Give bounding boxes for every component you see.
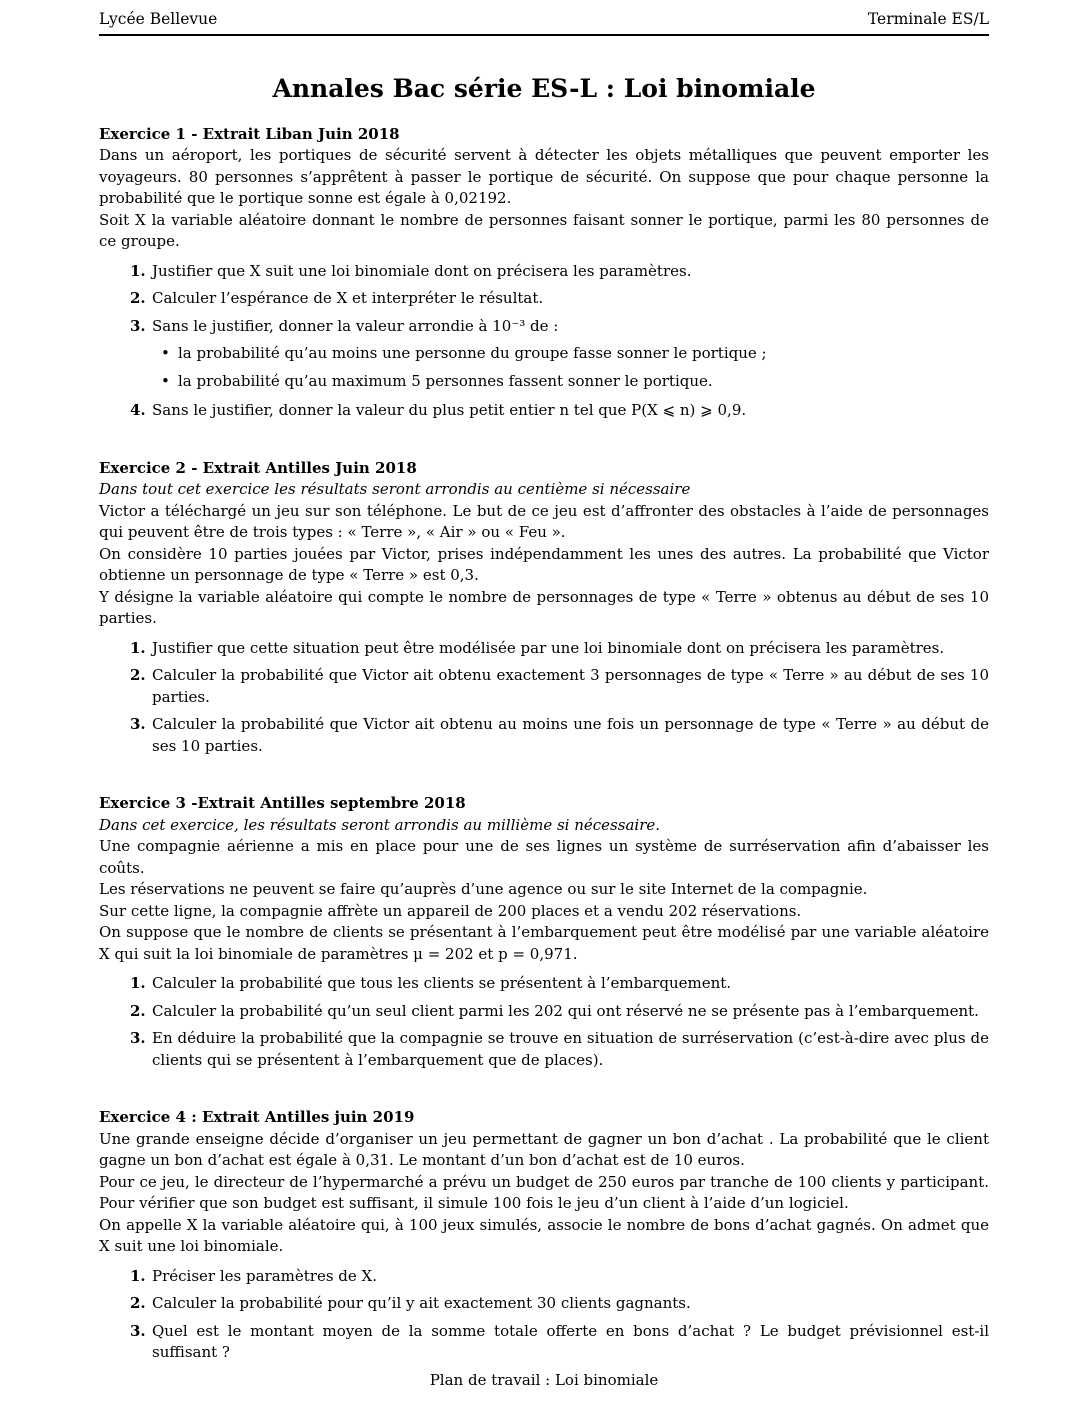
- exercise-2-question-list: [130, 638, 989, 758]
- item-text: Calculer la probabilité qu’un seul client parmi les 202 qui ont réservé ne se présente pas à l’embarquement.: [152, 1001, 979, 1020]
- bullet-item: [161, 371, 989, 393]
- item-text: Préciser les paramètres de X.: [152, 1266, 377, 1285]
- paragraph: On considère 10 parties jouées par Victor, prises indépendamment les unes des autres. La probabilité que Victor obtienne un personnage de type « Terre » est 0,3.: [99, 544, 989, 584]
- exercise-3-heading: Exercice 3 -Extrait Antilles septembre 2018: [99, 794, 466, 812]
- paragraph: On appelle X la variable aléatoire qui, à 100 jeux simulés, associe le nombre de bons d’achat gagnés. On admet que X suit une loi binomiale.: [99, 1215, 989, 1255]
- rounding-note: Dans cet exercice, les résultats seront arrondis au millième si nécessaire.: [99, 815, 661, 834]
- exercise-2-heading: Exercice 2 - Extrait Antilles Juin 2018: [99, 458, 417, 477]
- item-text: Justifier que X suit une loi binomiale dont on précisera les paramètres.: [152, 261, 692, 280]
- list-item: [130, 714, 989, 757]
- list-item: [130, 1001, 989, 1023]
- item-text: Calculer la probabilité pour qu’il y ait exactement 30 clients gagnants.: [152, 1294, 691, 1312]
- header-school-name: Lycée Bellevue: [99, 10, 218, 28]
- item-text: Calculer l’espérance de X et interpréter le résultat.: [152, 289, 544, 307]
- list-item: [130, 1293, 989, 1315]
- exercise-2: [99, 458, 989, 758]
- bullet-item: [161, 343, 989, 365]
- bullet-list: [161, 343, 989, 392]
- exercise-4-heading: Exercice 4 : Extrait Antilles juin 2019: [99, 1108, 415, 1126]
- paragraph: Les réservations ne peuvent se faire qu’auprès d’une agence ou sur le site Internet de la compagnie.: [99, 880, 868, 898]
- paragraph: Une grande enseigne décide d’organiser un jeu permettant de gagner un bon d’achat . La probabilité que le client gagne un bon d’achat est égale à 0,31. Le montant d’un bon d’achat est de 10 euros.: [99, 1129, 989, 1169]
- list-item: [130, 288, 989, 310]
- header-class-level: Terminale ES/L: [867, 10, 989, 28]
- paragraph: Sur cette ligne, la compagnie affrète un appareil de 200 places et a vendu 202 réservations.: [99, 901, 802, 920]
- item-text: Quel est le montant moyen de la somme totale offerte en bons d’achat ? Le budget prévisionnel est-il suffisant ?: [152, 1321, 989, 1361]
- list-item: [130, 1028, 989, 1071]
- item-number: 1.: [130, 638, 146, 657]
- exercise-1-heading: Exercice 1 - Extrait Liban Juin 2018: [99, 124, 400, 143]
- item-text: Calculer la probabilité que Victor ait obtenu au moins une fois un personnage de type « Terre » au début de ses 10 parties.: [152, 715, 989, 755]
- list-item: [130, 316, 989, 395]
- exercise-4: [99, 1107, 989, 1364]
- item-number: 2.: [130, 1001, 146, 1020]
- exercise-1: [99, 124, 989, 422]
- item-number: 3.: [130, 1321, 146, 1340]
- item-number: 4.: [130, 401, 146, 419]
- bullet-icon: •: [161, 371, 170, 390]
- page-title: Annales Bac série ES-L : Loi binomiale: [272, 73, 816, 103]
- paragraph: Une compagnie aérienne a mis en place pour une de ses lignes un système de surréservation afin d’abaisser les coûts.: [99, 837, 989, 877]
- list-item: [130, 261, 989, 283]
- list-item: [130, 400, 989, 422]
- list-item: [130, 638, 989, 660]
- item-number: 3.: [130, 715, 146, 733]
- list-item: [130, 1321, 989, 1364]
- exercise-3-question-list: [130, 973, 989, 1071]
- item-text: [152, 316, 989, 395]
- item-number: 2.: [130, 1294, 146, 1312]
- list-item: [130, 1266, 989, 1288]
- exercise-3: [99, 793, 989, 1071]
- item-number: 1.: [130, 974, 146, 992]
- item-text: Calculer la probabilité que Victor ait obtenu exactement 3 personnages de type « Terre » au début de ses 10 parties.: [152, 666, 989, 706]
- item-number: 1.: [130, 1266, 146, 1285]
- item-number: 3.: [130, 1029, 146, 1047]
- paragraph: Y désigne la variable aléatoire qui compte le nombre de personnages de type « Terre » obtenus au début de ses 10 parties.: [99, 587, 989, 627]
- paragraph: Pour ce jeu, le directeur de l’hypermarché a prévu un budget de 250 euros par tranche de 100 clients y participant. Pour vérifier que son budget est suffisant, il simule 100 fois le jeu d’un client à l’aide d’un logiciel.: [99, 1172, 989, 1212]
- page-header: [99, 0, 989, 36]
- item-number: 1.: [130, 261, 146, 280]
- item-number: 3.: [130, 316, 146, 335]
- paragraph: Soit X la variable aléatoire donnant le nombre de personnes faisant sonner le portique, parmi les 80 personnes de ce groupe.: [99, 210, 989, 250]
- item-number: 2.: [130, 666, 146, 684]
- exercise-1-question-list: [130, 261, 989, 422]
- page-footer: Plan de travail : Loi binomiale: [429, 1370, 659, 1389]
- rounding-note: Dans tout cet exercice les résultats seront arrondis au centième si nécessaire: [99, 480, 691, 498]
- bullet-icon: •: [161, 344, 170, 362]
- exercise-4-question-list: [130, 1266, 989, 1364]
- bullet-text: la probabilité qu’au maximum 5 personnes fassent sonner le portique.: [178, 371, 713, 390]
- bullet-text: la probabilité qu’au moins une personne du groupe fasse sonner le portique ;: [178, 344, 767, 362]
- item-number: 2.: [130, 289, 146, 307]
- list-item: [130, 973, 989, 995]
- paragraph: Victor a téléchargé un jeu sur son téléphone. Le but de ce jeu est d’affronter des obstacles à l’aide de personnages qui peuvent être de trois types : « Terre », « Air » ou « Feu ».: [99, 501, 989, 541]
- item-text: En déduire la probabilité que la compagnie se trouve en situation de surréservation (c’est-à-dire avec plus de clients qui se présentent à l’embarquement que de places).: [152, 1029, 989, 1069]
- paragraph: On suppose que le nombre de clients se présentant à l’embarquement peut être modélisé par une variable aléatoire X qui suit la loi binomiale de paramètres μ = 202 et p = 0,971.: [99, 923, 989, 963]
- item-text: Calculer la probabilité que tous les clients se présentent à l’embarquement.: [152, 974, 732, 992]
- item-text: Sans le justifier, donner la valeur du plus petit entier n tel que P(X ⩽ n) ⩾ 0,9.: [152, 401, 747, 419]
- list-item: [130, 665, 989, 708]
- item-text-line: Sans le justifier, donner la valeur arrondie à 10⁻³ de :: [152, 316, 559, 335]
- item-text: Justifier que cette situation peut être modélisée par une loi binomiale dont on précisera les paramètres.: [152, 638, 945, 657]
- paragraph: Dans un aéroport, les portiques de sécurité servent à détecter les objets métalliques que peuvent emporter les voyageurs. 80 personnes s’apprêtent à passer le portique de sécurité. On suppose que pour chaque personne la probabilité que le portique sonne est égale à 0,02192.: [99, 146, 989, 207]
